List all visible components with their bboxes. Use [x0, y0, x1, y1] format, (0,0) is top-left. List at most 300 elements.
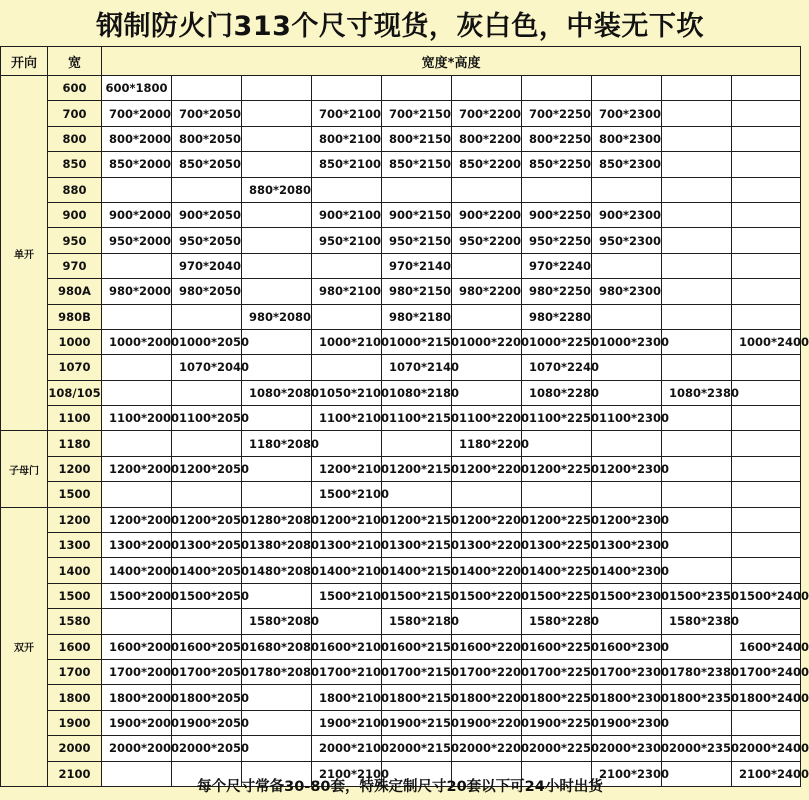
size-cell: 1700*2050 [172, 659, 242, 684]
size-cell: 1300*2100 [312, 533, 382, 558]
size-cell: 1900*2300 [592, 710, 662, 735]
size-cell: 970*2140 [382, 253, 452, 278]
size-cell: 850*2300 [592, 152, 662, 177]
width-cell: 108/105 [48, 380, 102, 405]
size-cell: 1580*2080 [242, 609, 312, 634]
width-cell: 1200 [48, 507, 102, 532]
size-cell: 2000*2050 [172, 736, 242, 761]
table-row [1, 583, 801, 608]
size-cell [662, 329, 732, 354]
size-cell: 1070*2040 [172, 355, 242, 380]
size-cell: 900*2100 [312, 202, 382, 227]
size-cell [732, 101, 801, 126]
size-cell: 1200*2200 [452, 456, 522, 481]
size-cell: 1400*2100 [312, 558, 382, 583]
size-cell [382, 76, 452, 101]
size-cell: 1900*2100 [312, 710, 382, 735]
size-table [0, 46, 809, 787]
size-cell: 2000*2400 [732, 736, 801, 761]
size-cell: 950*2200 [452, 228, 522, 253]
size-cell: 950*2150 [382, 228, 452, 253]
size-cell: 1200*2050 [172, 507, 242, 532]
size-cell: 980*2300 [592, 279, 662, 304]
size-cell [732, 533, 801, 558]
size-cell: 800*2150 [382, 126, 452, 151]
width-cell: 2000 [48, 736, 102, 761]
size-cell [662, 152, 732, 177]
size-cell: 1600*2250 [522, 634, 592, 659]
size-cell [522, 177, 592, 202]
size-cell: 1500*2250 [522, 583, 592, 608]
size-cell: 1200*2300 [592, 456, 662, 481]
size-cell [662, 507, 732, 532]
size-cell: 800*2200 [452, 126, 522, 151]
size-cell: 2000*2350 [662, 736, 732, 761]
size-cell: 1000*2250 [522, 329, 592, 354]
size-cell: 850*2250 [522, 152, 592, 177]
size-cell: 1500*2000 [102, 583, 172, 608]
size-cell [312, 609, 382, 634]
width-cell: 950 [48, 228, 102, 253]
size-cell [592, 355, 662, 380]
size-cell: 1200*2000 [102, 507, 172, 532]
table-row [1, 228, 801, 253]
size-cell [242, 228, 312, 253]
size-cell [662, 456, 732, 481]
size-cell: 1300*2300 [592, 533, 662, 558]
width-cell: 1300 [48, 533, 102, 558]
size-cell: 1400*2150 [382, 558, 452, 583]
size-cell: 1600*2150 [382, 634, 452, 659]
size-cell: 900*2300 [592, 202, 662, 227]
size-cell: 1000*2200 [452, 329, 522, 354]
width-cell: 2100 [48, 761, 102, 786]
size-cell: 1700*2150 [382, 659, 452, 684]
size-cell [662, 304, 732, 329]
size-cell: 1000*2150 [382, 329, 452, 354]
size-cell: 800*2050 [172, 126, 242, 151]
size-cell: 970*2040 [172, 253, 242, 278]
table-row [1, 329, 801, 354]
table-row [1, 609, 801, 634]
width-cell: 800 [48, 126, 102, 151]
size-cell: 1100*2150 [382, 406, 452, 431]
size-cell: 1800*2400 [732, 685, 801, 710]
size-cell: 1580*2380 [662, 609, 732, 634]
table-row [1, 101, 801, 126]
size-cell [172, 482, 242, 507]
size-cell: 1200*2200 [452, 507, 522, 532]
size-cell [732, 355, 801, 380]
size-cell [242, 253, 312, 278]
size-cell: 980*2000 [102, 279, 172, 304]
size-cell [382, 177, 452, 202]
size-cell: 1400*2000 [102, 558, 172, 583]
size-cell: 1600*2050 [172, 634, 242, 659]
size-cell: 1050*2100 [312, 380, 382, 405]
size-cell: 950*2050 [172, 228, 242, 253]
size-cell: 1400*2050 [172, 558, 242, 583]
size-cell [732, 76, 801, 101]
table-row [1, 202, 801, 227]
size-cell [452, 609, 522, 634]
table-row [1, 736, 801, 761]
size-cell: 1500*2300 [592, 583, 662, 608]
table-row [1, 177, 801, 202]
width-cell: 1600 [48, 634, 102, 659]
size-cell [732, 406, 801, 431]
size-cell [242, 583, 312, 608]
table-body [1, 76, 809, 787]
table-row [1, 304, 801, 329]
size-cell: 1300*2000 [102, 533, 172, 558]
size-cell: 1580*2280 [522, 609, 592, 634]
size-cell: 1380*2080 [242, 533, 312, 558]
size-cell [592, 482, 662, 507]
size-cell [592, 177, 662, 202]
size-cell [732, 126, 801, 151]
width-cell: 850 [48, 152, 102, 177]
group-label: 双开 [1, 507, 48, 786]
size-cell: 980*2280 [522, 304, 592, 329]
table-row [1, 710, 801, 735]
size-cell [592, 253, 662, 278]
size-cell: 1300*2150 [382, 533, 452, 558]
width-cell: 980A [48, 279, 102, 304]
size-cell: 900*2000 [102, 202, 172, 227]
size-cell: 1900*2000 [102, 710, 172, 735]
size-cell: 800*2000 [102, 126, 172, 151]
size-cell [242, 101, 312, 126]
width-cell: 1000 [48, 329, 102, 354]
size-cell: 1100*2000 [102, 406, 172, 431]
size-cell [242, 76, 312, 101]
size-cell [102, 482, 172, 507]
size-cell: 900*2050 [172, 202, 242, 227]
width-cell: 1900 [48, 710, 102, 735]
table-row [1, 126, 801, 151]
size-cell [662, 126, 732, 151]
size-cell [662, 355, 732, 380]
size-cell [732, 456, 801, 481]
size-cell: 1700*2100 [312, 659, 382, 684]
size-cell [732, 253, 801, 278]
size-cell [452, 482, 522, 507]
size-cell: 950*2300 [592, 228, 662, 253]
size-cell: 1500*2100 [312, 482, 382, 507]
size-cell: 980*2100 [312, 279, 382, 304]
size-cell: 1300*2200 [452, 533, 522, 558]
size-cell: 1780*2080 [242, 659, 312, 684]
size-cell: 2000*2000 [102, 736, 172, 761]
size-cell: 700*2050 [172, 101, 242, 126]
size-cell: 980*2050 [172, 279, 242, 304]
size-cell: 900*2200 [452, 202, 522, 227]
size-cell: 1200*2000 [102, 456, 172, 481]
size-cell [102, 253, 172, 278]
size-cell: 1100*2200 [452, 406, 522, 431]
size-cell [592, 304, 662, 329]
size-cell: 1400*2250 [522, 558, 592, 583]
size-cell: 1500*2400 [732, 583, 801, 608]
width-cell: 1500 [48, 482, 102, 507]
group-label: 单开 [1, 76, 48, 431]
table-row [1, 406, 801, 431]
size-cell: 1500*2050 [172, 583, 242, 608]
size-cell: 850*2100 [312, 152, 382, 177]
size-cell [172, 431, 242, 456]
size-cell: 1100*2100 [312, 406, 382, 431]
size-cell [662, 634, 732, 659]
size-cell: 1000*2100 [312, 329, 382, 354]
header-row [1, 47, 801, 76]
size-cell [662, 533, 732, 558]
size-cell [452, 177, 522, 202]
size-cell [172, 177, 242, 202]
size-cell: 700*2300 [592, 101, 662, 126]
size-cell: 1300*2050 [172, 533, 242, 558]
size-cell: 1800*2300 [592, 685, 662, 710]
size-cell: 1800*2350 [662, 685, 732, 710]
size-cell [662, 101, 732, 126]
table-row [1, 558, 801, 583]
size-cell [242, 482, 312, 507]
page-title: 钢制防火门313个尺寸现货，灰白色，中装无下坎 [96, 10, 704, 42]
size-cell [242, 355, 312, 380]
width-cell: 970 [48, 253, 102, 278]
size-cell: 1900*2200 [452, 710, 522, 735]
size-cell [452, 76, 522, 101]
size-cell: 1800*2100 [312, 685, 382, 710]
size-cell: 1400*2200 [452, 558, 522, 583]
width-cell: 1500 [48, 583, 102, 608]
size-cell [242, 736, 312, 761]
size-cell: 1180*2080 [242, 431, 312, 456]
size-cell: 700*2000 [102, 101, 172, 126]
width-cell: 900 [48, 202, 102, 227]
size-cell: 1600*2100 [312, 634, 382, 659]
size-cell: 1200*2150 [382, 456, 452, 481]
width-cell: 980B [48, 304, 102, 329]
size-cell: 1480*2080 [242, 558, 312, 583]
size-cell: 1200*2150 [382, 507, 452, 532]
size-cell: 1200*2250 [522, 456, 592, 481]
size-cell: 1800*2200 [452, 685, 522, 710]
size-cell [662, 228, 732, 253]
size-cell [732, 507, 801, 532]
size-cell [102, 380, 172, 405]
size-cell: 1000*2050 [172, 329, 242, 354]
size-cell: 1700*2250 [522, 659, 592, 684]
width-cell: 1580 [48, 609, 102, 634]
size-cell [732, 202, 801, 227]
size-cell [312, 304, 382, 329]
size-cell: 1800*2050 [172, 685, 242, 710]
table-row [1, 659, 801, 684]
size-cell [242, 685, 312, 710]
width-cell: 700 [48, 101, 102, 126]
size-cell [732, 304, 801, 329]
size-cell [662, 710, 732, 735]
size-cell [172, 304, 242, 329]
size-cell: 1100*2050 [172, 406, 242, 431]
size-cell: 600*1800 [102, 76, 172, 101]
size-cell [452, 380, 522, 405]
table-row [1, 431, 801, 456]
table-row [1, 456, 801, 481]
width-cell: 1180 [48, 431, 102, 456]
size-cell: 800*2250 [522, 126, 592, 151]
size-cell: 1600*2200 [452, 634, 522, 659]
size-cell: 1080*2180 [382, 380, 452, 405]
size-cell: 1000*2400 [732, 329, 801, 354]
size-cell: 1900*2150 [382, 710, 452, 735]
size-cell: 1700*2300 [592, 659, 662, 684]
size-cell: 1000*2000 [102, 329, 172, 354]
width-cell: 1700 [48, 659, 102, 684]
size-cell [452, 355, 522, 380]
size-cell: 1280*2080 [242, 507, 312, 532]
header-size: 宽度*高度 [102, 47, 801, 76]
size-cell: 850*2000 [102, 152, 172, 177]
size-cell: 1300*2250 [522, 533, 592, 558]
size-cell [592, 76, 662, 101]
size-cell [242, 279, 312, 304]
size-cell: 1700*2000 [102, 659, 172, 684]
size-cell: 1070*2140 [382, 355, 452, 380]
size-cell [172, 380, 242, 405]
size-cell: 1900*2050 [172, 710, 242, 735]
size-cell [382, 482, 452, 507]
size-cell [102, 304, 172, 329]
size-cell [242, 329, 312, 354]
size-cell: 1200*2100 [312, 507, 382, 532]
width-cell: 1400 [48, 558, 102, 583]
size-cell [732, 228, 801, 253]
size-cell [662, 177, 732, 202]
size-cell [662, 431, 732, 456]
size-cell [312, 177, 382, 202]
width-cell: 1200 [48, 456, 102, 481]
size-cell [242, 456, 312, 481]
size-cell [522, 482, 592, 507]
size-cell: 1080*2080 [242, 380, 312, 405]
size-cell [242, 710, 312, 735]
size-cell [522, 76, 592, 101]
size-cell: 2000*2200 [452, 736, 522, 761]
size-cell [592, 380, 662, 405]
size-cell: 2100*2100 [312, 761, 382, 786]
size-cell: 1500*2150 [382, 583, 452, 608]
size-cell: 1700*2200 [452, 659, 522, 684]
size-cell: 950*2000 [102, 228, 172, 253]
size-cell [382, 431, 452, 456]
size-cell [242, 406, 312, 431]
size-cell: 1500*2100 [312, 583, 382, 608]
size-cell: 980*2200 [452, 279, 522, 304]
size-cell: 2000*2150 [382, 736, 452, 761]
size-cell: 1180*2200 [452, 431, 522, 456]
size-cell: 970*2240 [522, 253, 592, 278]
size-cell [662, 76, 732, 101]
table-row [1, 279, 801, 304]
size-cell: 1080*2280 [522, 380, 592, 405]
size-cell [732, 431, 801, 456]
size-cell: 1080*2380 [662, 380, 732, 405]
table-row [1, 533, 801, 558]
size-cell: 1780*2380 [662, 659, 732, 684]
size-cell [592, 609, 662, 634]
size-cell: 1500*2200 [452, 583, 522, 608]
table-row [1, 152, 801, 177]
size-cell [102, 177, 172, 202]
size-cell: 700*2200 [452, 101, 522, 126]
size-cell: 980*2180 [382, 304, 452, 329]
size-cell [452, 304, 522, 329]
size-cell: 2100*2400 [732, 761, 801, 786]
size-cell: 1900*2250 [522, 710, 592, 735]
size-cell: 850*2200 [452, 152, 522, 177]
size-cell [102, 431, 172, 456]
table-row [1, 355, 801, 380]
size-cell: 1400*2300 [592, 558, 662, 583]
size-cell [242, 126, 312, 151]
size-cell: 700*2150 [382, 101, 452, 126]
size-cell: 1600*2000 [102, 634, 172, 659]
table-row [1, 380, 801, 405]
table-row [1, 634, 801, 659]
size-cell: 980*2080 [242, 304, 312, 329]
size-cell [662, 279, 732, 304]
size-cell: 1100*2250 [522, 406, 592, 431]
size-cell: 980*2150 [382, 279, 452, 304]
width-cell: 1800 [48, 685, 102, 710]
size-cell [102, 355, 172, 380]
size-cell [522, 431, 592, 456]
size-cell: 700*2100 [312, 101, 382, 126]
size-cell [312, 355, 382, 380]
size-cell: 850*2150 [382, 152, 452, 177]
size-cell [172, 609, 242, 634]
size-cell [662, 482, 732, 507]
size-cell [732, 279, 801, 304]
size-cell [732, 558, 801, 583]
size-cell: 950*2100 [312, 228, 382, 253]
size-cell [732, 152, 801, 177]
size-cell: 1070*2240 [522, 355, 592, 380]
size-cell [312, 431, 382, 456]
size-cell: 900*2150 [382, 202, 452, 227]
size-cell: 700*2250 [522, 101, 592, 126]
size-cell [662, 202, 732, 227]
size-cell [662, 253, 732, 278]
size-cell [662, 406, 732, 431]
size-cell: 1500*2350 [662, 583, 732, 608]
size-cell: 2100*2300 [592, 761, 662, 786]
size-cell [312, 76, 382, 101]
table-row [1, 685, 801, 710]
footer-note: 每个尺寸常备30-80套，特殊定制尺寸20套以下可24小时出货 [197, 778, 603, 795]
group-label: 子母门 [1, 431, 48, 507]
size-cell: 2000*2250 [522, 736, 592, 761]
size-cell: 880*2080 [242, 177, 312, 202]
header-width: 宽 [48, 47, 102, 76]
table-row [1, 482, 801, 507]
size-cell [732, 482, 801, 507]
size-cell [312, 253, 382, 278]
size-cell [242, 152, 312, 177]
table-row [1, 76, 801, 101]
